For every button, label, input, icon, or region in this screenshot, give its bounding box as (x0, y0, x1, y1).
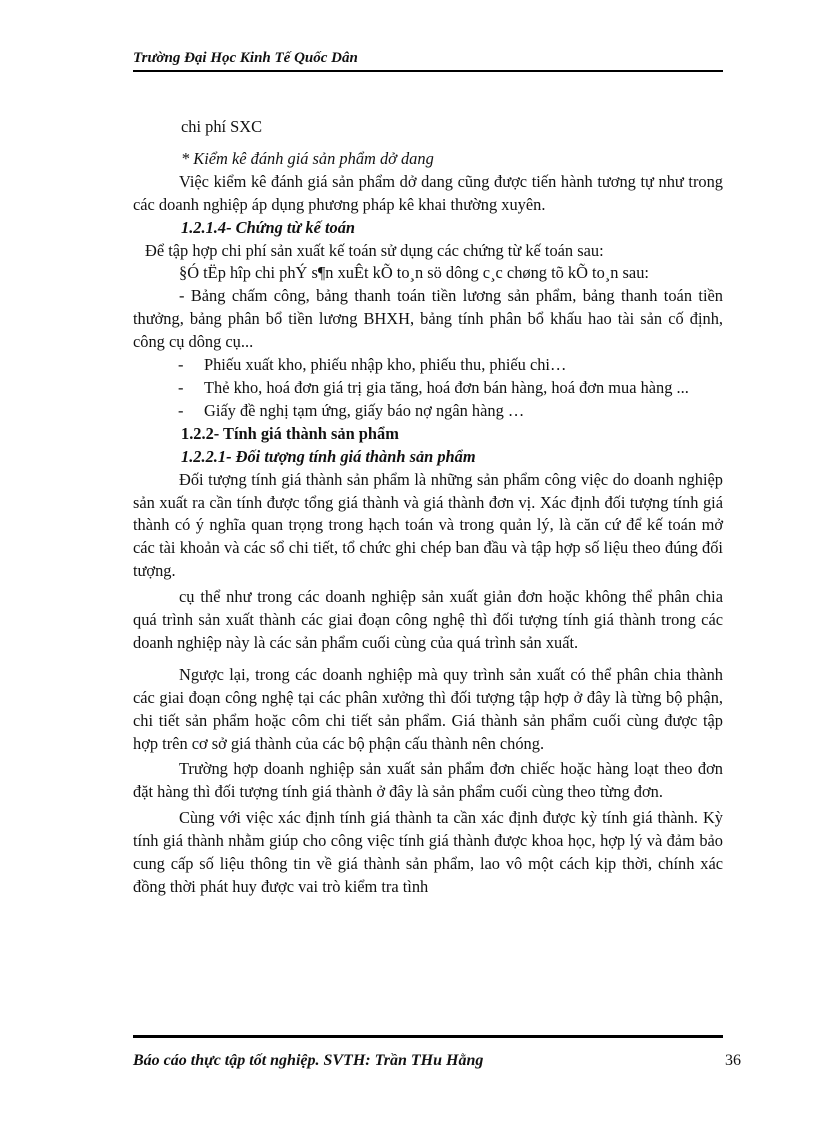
paragraph: Việc kiểm kê đánh giá sản phẩm dở dang cũng được tiến hành tương tự như trong các doanh nghiệp áp dụng phương pháp kê khai thường xuyên. (133, 171, 723, 214)
list-dash: - (178, 355, 184, 375)
subheading-italic: * Kiểm kê đánh giá sản phẩm dở dang (181, 148, 434, 168)
list-item (133, 377, 723, 400)
list-item-text: Phiếu xuất kho, phiếu nhập kho, phiếu thu, phiếu chi… (204, 355, 567, 375)
list-item-text: Thẻ kho, hoá đơn giá trị gia tăng, hoá đơn bán hàng, hoá đơn mua hàng ... (204, 377, 689, 397)
page-header-title: Trường Đại Học Kinh Tế Quốc Dân (133, 50, 358, 66)
list-dash: - (178, 377, 184, 397)
paragraph: Để tập hợp chi phí sản xuất kế toán sử dụng các chứng từ kế toán sau: (145, 240, 604, 260)
list-item (133, 354, 723, 377)
list-item (133, 400, 723, 423)
page-footer (133, 1052, 741, 1070)
paragraph: Trường hợp doanh nghiệp sản xuất sản phẩm đơn chiếc hoặc hàng loạt theo đơn đặt hàng thì đối tượng tính giá thành ở đây là sản phẩm cuối cùng theo từng đơn. (133, 759, 723, 802)
paragraph: Ngược lại, trong các doanh nghiệp mà quy trình sản xuất có thể phân chia thành các giai đoạn công nghệ tại các phân xưởng thì đối tượng tập hợp ở đây là từng bộ phận, chi tiết sản phẩm hoặc côm chi tiết sản phẩm. Giá thành sản phẩm cuối cùng được tập hợp trên cơ sở giá thành của các bộ phận cấu thành nên chóng. (133, 664, 723, 753)
list-dash: - (178, 400, 184, 420)
paragraph: - Bảng chấm công, bảng thanh toán tiền lương sản phẩm, bảng thanh toán tiền thưởng, bảng phân bổ tiền lương BHXH, bảng tính phân bổ khấu hao tài sản cố định, công cụ dông cụ... (133, 286, 723, 352)
footer-text: Báo cáo thực tập tốt nghiệp. SVTH: Trần THu Hằng (133, 1052, 484, 1069)
paragraph: cụ thể như trong các doanh nghiệp sản xuất giản đơn hoặc không thể phân chia quá trình sản xuất thành các giai đoạn công nghệ thì đối tượng tính giá thành trong các doanh nghiệp này là các sản phẩm cuối cùng của quá trình sản xuất. (133, 587, 723, 652)
paragraph: Cùng với việc xác định tính giá thành ta cần xác định được kỳ tính giá thành. Kỳ tính giá thành nhằm giúp cho công việc tính giá thành được khoa học, hợp lý và đảm bảo cung cấp số liệu thông tin về giá thành sản phẩm, lao vô một cách kịp thời, chính xác đồng thời phát huy được vai trò kiểm tra tình (133, 808, 723, 896)
list-item-text: Giấy đề nghị tạm ứng, giấy báo nợ ngân hàng … (204, 400, 525, 420)
section-heading: 1.2.2.1- Đối tượng tính giá thành sản phẩm (181, 446, 476, 466)
paragraph: Đối tượng tính giá thành sản phẩm là những sản phẩm công việc do doanh nghiệp sản xuất ra cần tính được tổng giá thành và giá thành đơn vị. Xác định đối tượng tính giá thành có ý nghĩa quan trọng trong hạch toán và trong quản lý, là căn cứ để kế toán mở các tài khoản và các sổ chi tiết, tổ chức ghi chép ban đầu và tập hợp số liệu theo đúng đối tượng. (133, 469, 723, 581)
paragraph-garbled: §Ó tËp hîp chi phÝ s¶n xuÊt kÕ to¸n sö dông c¸c chøng tõ kÕ to¸n sau: (179, 263, 649, 283)
page-number: 36 (725, 1052, 741, 1069)
header-rule (133, 70, 723, 72)
paragraph: chi phí SXC (181, 117, 263, 136)
section-heading: 1.2.2- Tính giá thành sản phẩm (181, 423, 399, 443)
section-heading: 1.2.1.4- Chứng từ kế toán (181, 217, 356, 237)
document-body (133, 116, 723, 899)
footer-rule (133, 1035, 723, 1038)
